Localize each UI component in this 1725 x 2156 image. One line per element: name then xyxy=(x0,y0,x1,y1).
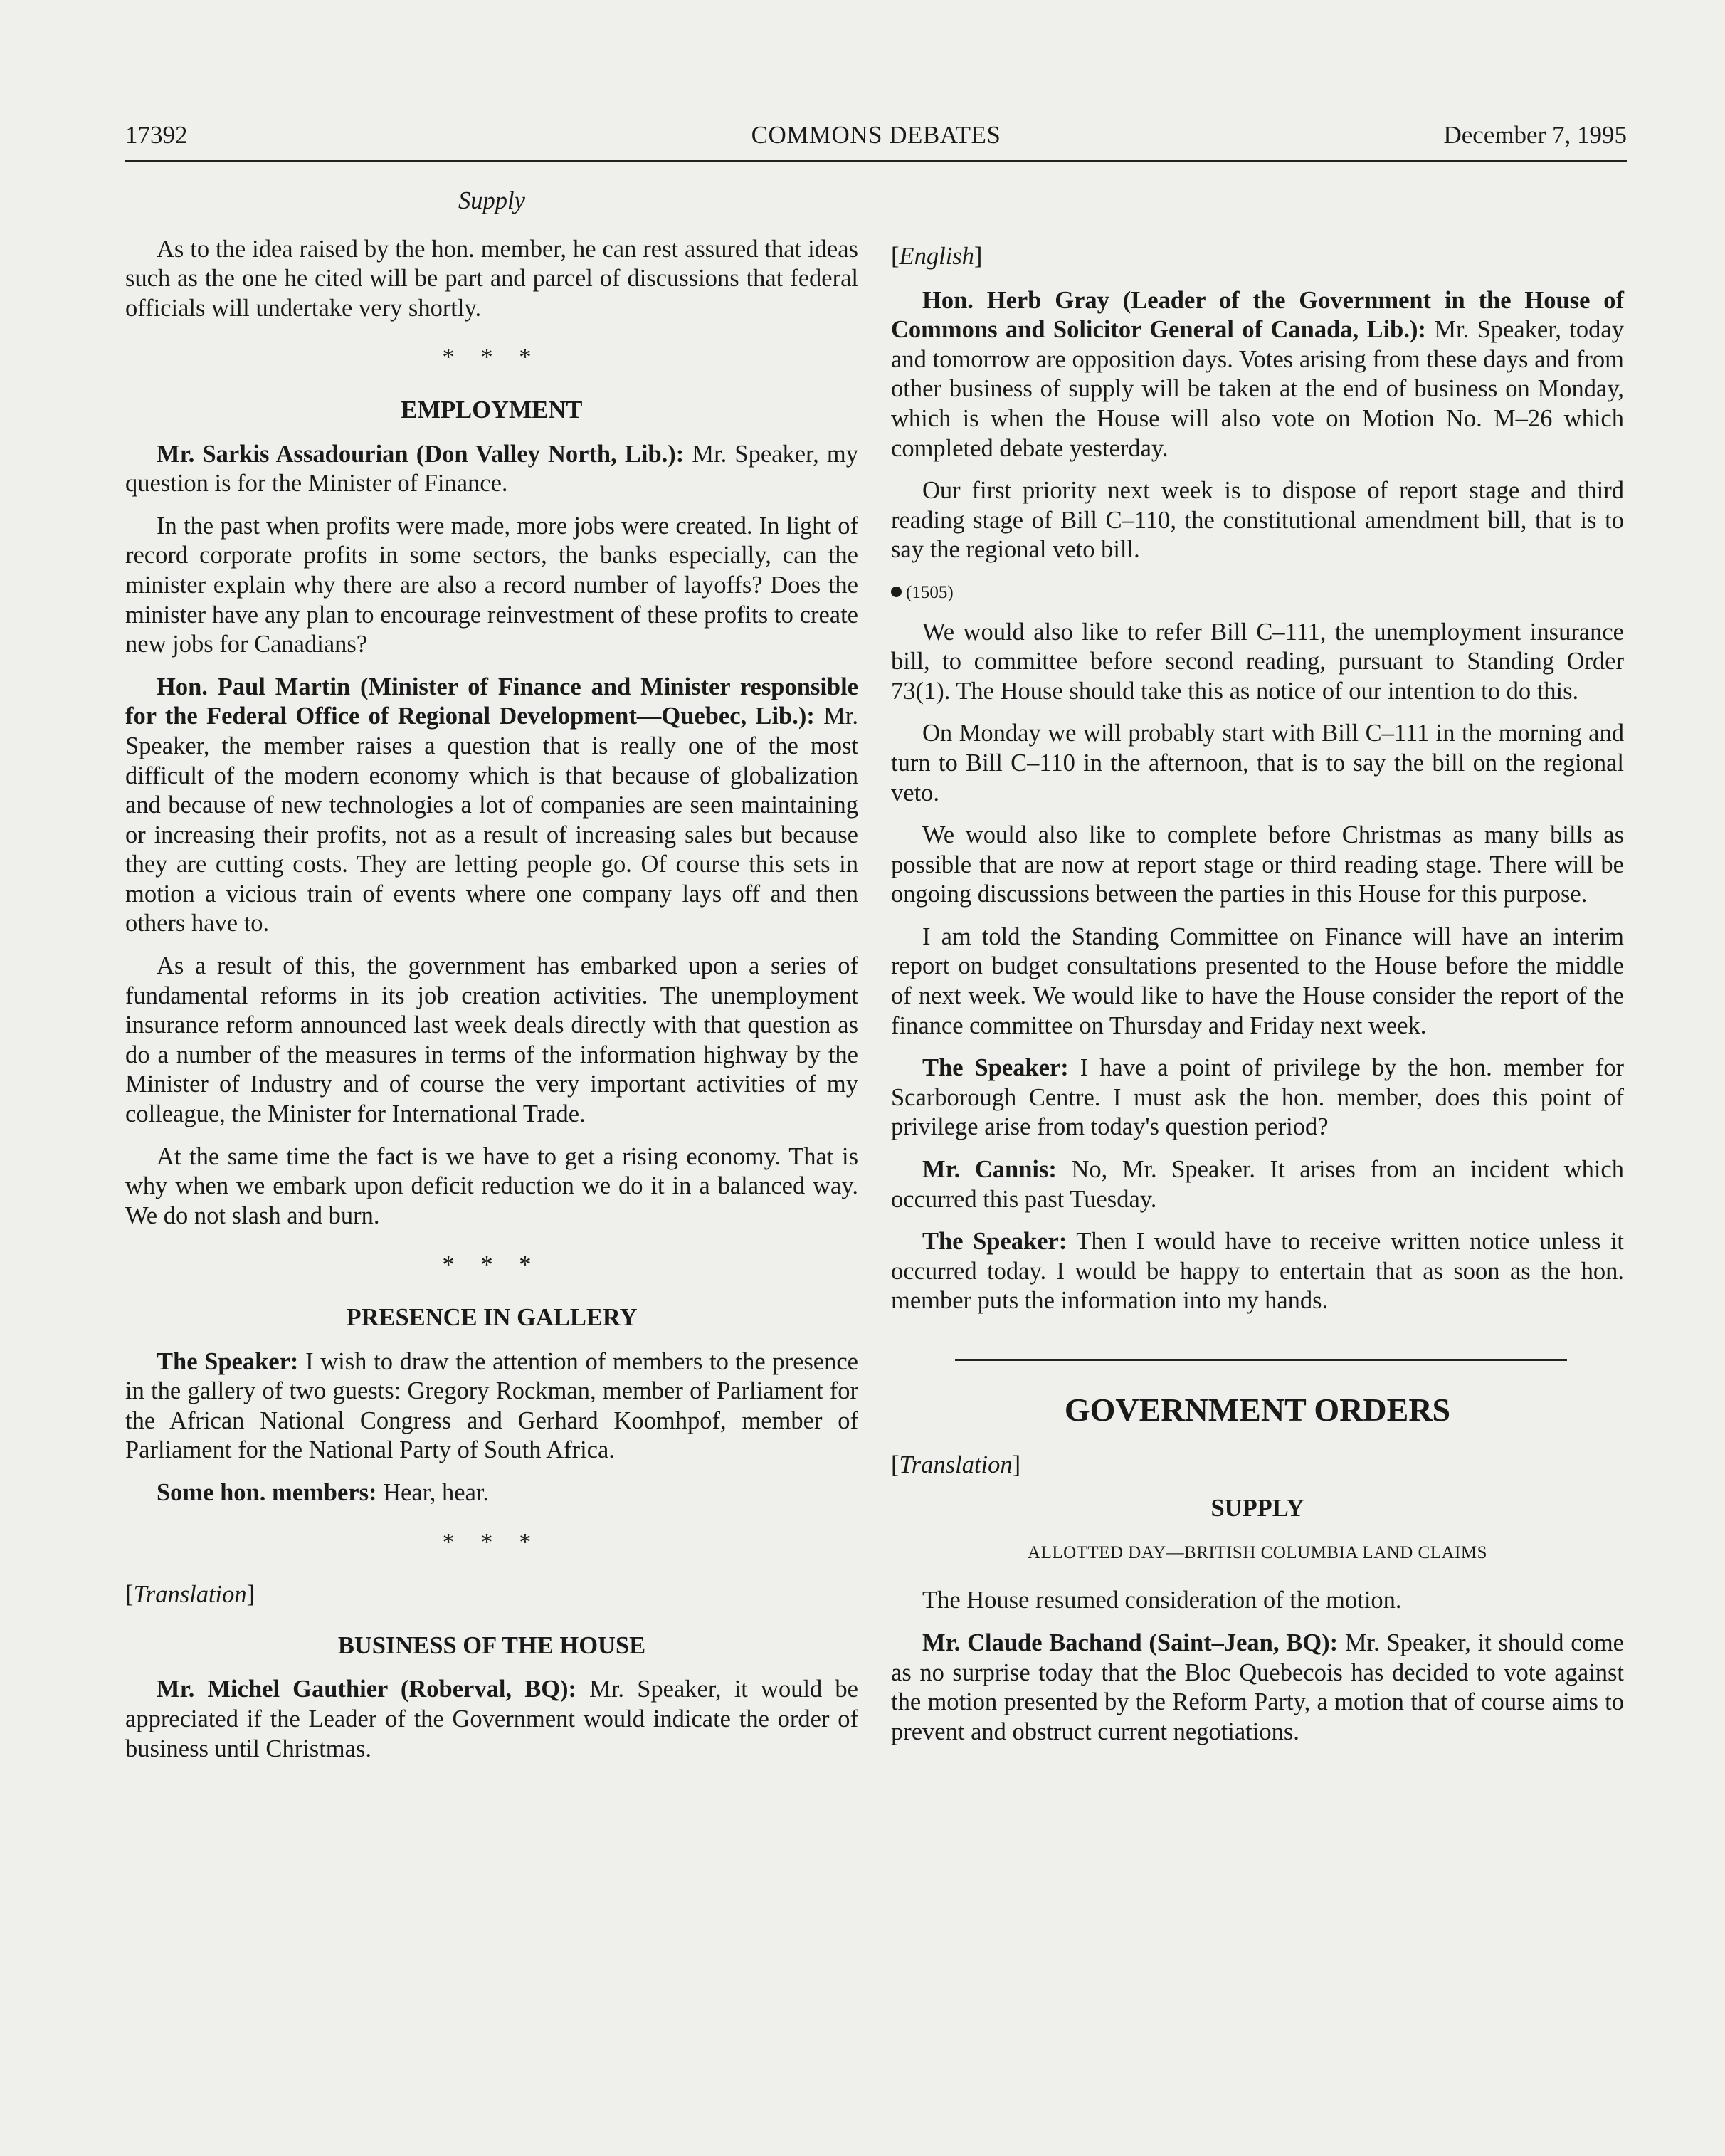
paragraph xyxy=(125,1347,858,1466)
speech-text: No, Mr. Speaker. It arises from an incident which occurred this past Tuesday. xyxy=(891,1156,1624,1213)
paragraph: At the same time the fact is we have to get a rising economy. That is why when we embark upon deficit reduction we do it in a balanced way. We do not slash and burn. xyxy=(125,1142,858,1229)
running-head: Supply xyxy=(458,187,525,214)
speaker-name: The Speaker: xyxy=(157,1347,299,1375)
left-column xyxy=(125,186,858,1777)
speech-text: Mr. Speaker, the member raises a question that is really one of the most difficult of the modern economy which is that because of globalization and because of new technologies a lot of companies are seen maintaining or increasing their profits, not as a result of increasing sales but because they are cutting costs. They are letting people go. Of course this sets in motion a vicious train of events where one company lays off and then others have to. xyxy=(125,703,859,937)
speaker-name: Mr. Michel Gauthier (Roberval, BQ): xyxy=(157,1676,577,1703)
section-rule xyxy=(955,1359,1567,1361)
header-rule xyxy=(125,160,1627,162)
speech-text: I have a point of privilege by the hon. member for Scarborough Centre. I must ask the hon. member, does this point of privilege arise from today's question period? xyxy=(891,1054,1624,1141)
speech-text: Mr. Speaker, today and tomorrow are opposition days. Votes arising from these days and from other business of supply will be taken at the end of business on Monday, which is when the House will also vote on Motion No. M–26 which completed debate yesterday. xyxy=(891,316,1624,462)
sub-heading-allotted-day: ALLOTTED DAY—BRITISH COLUMBIA LAND CLAIMS xyxy=(1028,1542,1487,1562)
speech-text: Hear, hear. xyxy=(376,1478,490,1506)
speaker-name: The Speaker: xyxy=(922,1228,1067,1256)
paragraph xyxy=(125,673,858,939)
publication-title: COMMONS DEBATES xyxy=(751,121,1001,149)
speaker-name: Mr. Cannis: xyxy=(922,1156,1057,1184)
speaker-name: Some hon. members: xyxy=(157,1478,377,1506)
language-tag: [Translation] xyxy=(891,1451,1021,1478)
paragraph xyxy=(125,1675,858,1764)
speaker-name: Mr. Sarkis Assadourian (Don Valley North, Lib.): xyxy=(157,440,685,468)
page-number: 17392 xyxy=(125,121,188,149)
paragraph: On Monday we will probably start with Bill C–111 in the morning and turn to Bill C–110 in the afternoon, that is to say the bill on the regional veto. xyxy=(891,720,1624,806)
paragraph: We would also like to complete before Christmas as many bills as possible that are now at report stage or third reading stage. There will be ongoing discussions between the parties in this House for this purpose. xyxy=(891,821,1624,908)
paragraph: In the past when profits were made, more jobs were created. In light of record corporate profits in some sectors, the banks especially, can the minister explain why there are also a record number of layoffs? Does the minister have any plan to encourage reinvestment of these profits to create new jobs for Canadians? xyxy=(125,512,858,658)
language-tag: [Translation] xyxy=(125,1581,255,1609)
speech-text: Mr. Speaker, it should come as no surprise today that the Bloc Quebecois has decided to vote against the motion presented by the Reform Party, a motion that of course aims to prevent and obstruct current negotiations. xyxy=(891,1629,1624,1745)
paragraph: The House resumed consideration of the motion. xyxy=(922,1587,1402,1614)
speech-text: Then I would have to receive written notice unless it occurred today. I would be happy to entertain that as soon as the hon. member puts the information into my hands. xyxy=(891,1228,1625,1315)
paragraph: As to the idea raised by the hon. member, he can rest assured that ideas such as the one he cited will be part and parcel of discussions that federal officials will undertake very shortly. xyxy=(125,235,858,322)
paragraph: We would also like to refer Bill C–111, the unemployment insurance bill, to committee before second reading, pursuant to Standing Order 73(1). The House should take this as notice of our intention to do this. xyxy=(891,618,1624,705)
paragraph xyxy=(125,1478,858,1508)
section-separator: * * * xyxy=(442,1528,542,1556)
speaker-name: Mr. Claude Bachand (Saint–Jean, BQ): xyxy=(922,1629,1339,1656)
section-separator: * * * xyxy=(442,344,542,372)
timestamp: (1505) xyxy=(891,578,1624,608)
paragraph xyxy=(891,1629,1624,1747)
speaker-name: Hon. Paul Martin (Minister of Finance and Minister responsible for the Federal Office of Regional Development—Quebec, Lib.): xyxy=(125,673,858,730)
paragraph xyxy=(891,1053,1624,1142)
right-column xyxy=(891,186,1624,1760)
speaker-name: The Speaker: xyxy=(922,1054,1069,1082)
paragraph xyxy=(891,1155,1624,1214)
section-heading-supply: SUPPLY xyxy=(1210,1495,1304,1523)
section-heading-gallery: PRESENCE IN GALLERY xyxy=(346,1304,638,1331)
paragraph: I am told the Standing Committee on Finance will have an interim report on budget consultations presented to the House before the middle of next week. We would like to have the House consider the report of the finance committee on Thursday and Friday next week. xyxy=(891,922,1624,1039)
section-heading-employment: EMPLOYMENT xyxy=(401,396,583,424)
major-heading-government-orders: GOVERNMENT ORDERS xyxy=(1064,1392,1451,1428)
bullet-icon xyxy=(891,587,902,597)
speaker-name: Hon. Herb Gray (Leader of the Government in the House of Commons and Solicitor General of Canada, Lib.): xyxy=(891,286,1624,344)
paragraph xyxy=(125,440,858,499)
speech-text: Mr. Speaker, my question is for the Minister of Finance. xyxy=(125,440,858,498)
section-separator: * * * xyxy=(442,1251,542,1279)
paragraph xyxy=(891,1227,1624,1316)
paragraph: Our first priority next week is to dispose of report stage and third reading stage of Bill C–110, the constitutional amendment bill, that is to say the regional veto bill. xyxy=(891,477,1624,564)
paragraph: As a result of this, the government has embarked upon a series of fundamental reforms in its job creation activities. The unemployment insurance reform announced last week deals directly with that question as do a number of the measures in terms of the information highway by the Minister of Industry and of course the very important activities of my colleague, the Minister for International Trade. xyxy=(125,952,858,1128)
speech-text: I wish to draw the attention of members to the presence in the gallery of two guests: Gregory Rockman, member of Parliament for the African National Congress and Gerhard Koomhpof, member of Parliament for the National Party of South Africa. xyxy=(125,1347,858,1464)
section-heading-business: BUSINESS OF THE HOUSE xyxy=(337,1631,646,1659)
language-tag: [English] xyxy=(891,243,983,270)
speech-text: Mr. Speaker, it would be appreciated if the Leader of the Government would indicate the order of business until Christmas. xyxy=(125,1676,858,1762)
publication-date: December 7, 1995 xyxy=(1443,121,1627,149)
paragraph xyxy=(891,286,1624,464)
page-header xyxy=(125,121,1627,157)
